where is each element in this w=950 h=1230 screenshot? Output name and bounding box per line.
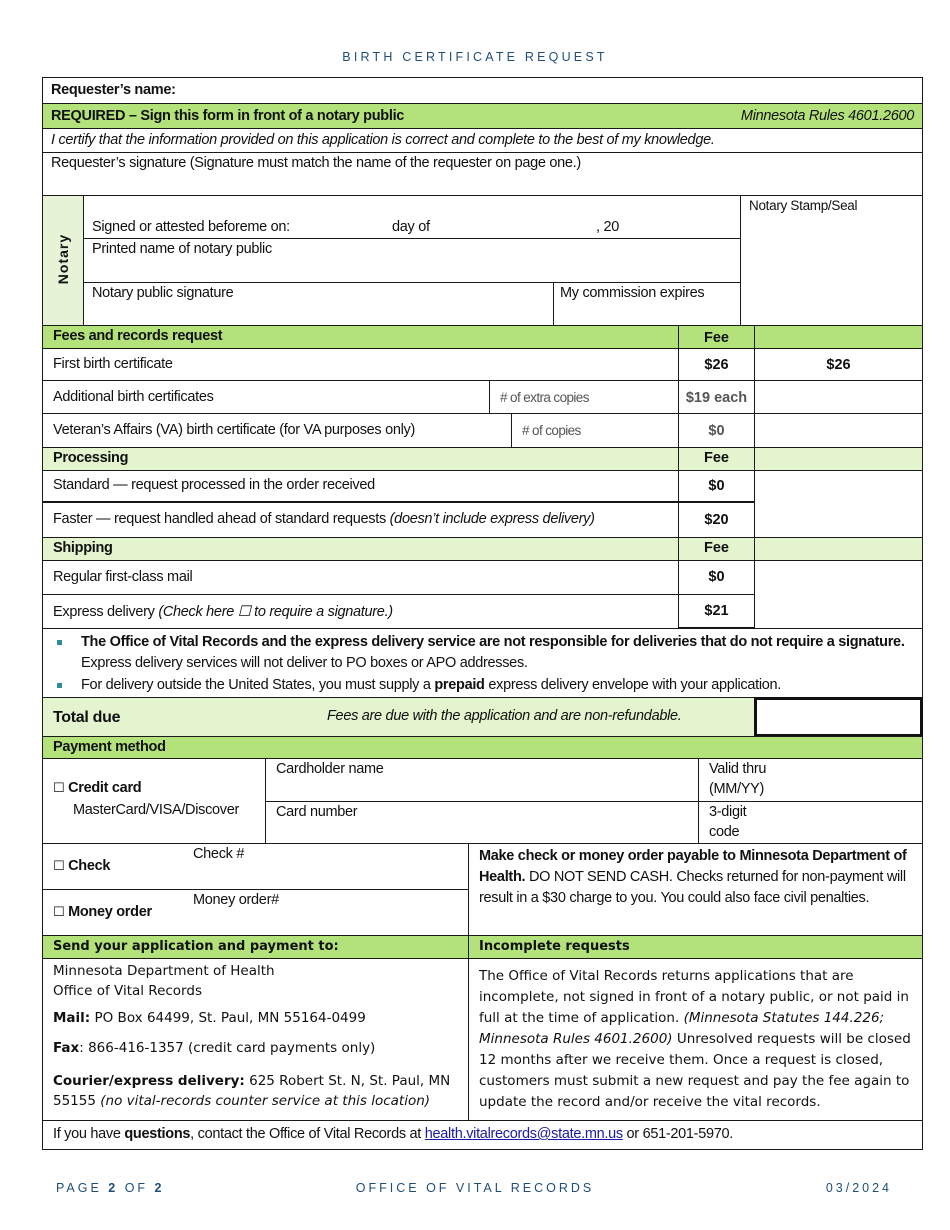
fee-row-label: Veteran’s Affairs (VA) birth certificate (for VA purposes only) <box>53 422 416 438</box>
check-checkbox-label: ☐ Check <box>53 858 111 874</box>
shipping-section-title: Shipping <box>53 540 113 556</box>
notary-signature-label: Notary public signature <box>92 285 234 301</box>
shipping-fee-header-text: Fee <box>704 540 729 556</box>
valid-thru-label: Valid thru <box>709 761 767 777</box>
valid-thru-field[interactable] <box>698 758 923 802</box>
fee-amount: $26 <box>704 357 729 373</box>
notary-side-label: Notary <box>55 233 71 285</box>
send-to-address <box>42 958 469 1121</box>
notary-year-label: , 20 <box>596 219 619 235</box>
processing-section-header <box>42 447 679 471</box>
mail-address: Mail: PO Box 64499, St. Paul, MN 55164-0499 <box>53 1010 366 1026</box>
requester-name-field[interactable] <box>42 77 923 104</box>
send-to-section-title: Send your application and payment to: <box>53 939 339 954</box>
va-copies-label: # of copies <box>522 423 581 438</box>
shipping-notes <box>42 628 923 698</box>
credit-card-brands: MasterCard/VISA/Discover <box>73 802 240 818</box>
extra-copies-label: # of extra copies <box>500 390 589 405</box>
shipping-row-regular[interactable] <box>42 560 679 595</box>
check-number-label: Check # <box>193 846 245 862</box>
notary-signature-field[interactable] <box>83 282 554 326</box>
fee-row-label: Additional birth certificates <box>53 389 214 405</box>
fee-amount: $21 <box>704 603 729 619</box>
fee-row-additional-certificates <box>42 380 490 414</box>
fee-cell <box>678 502 755 538</box>
required-banner-text: REQUIRED – Sign this form in front of a notary public <box>51 108 405 124</box>
certify-row <box>42 128 923 153</box>
fax-number: Fax: 866-416-1357 (credit card payments only) <box>53 1040 376 1056</box>
total-due-row <box>42 697 755 737</box>
money-order-number-label: Money order# <box>193 892 279 908</box>
total-due-note: Fees are due with the application and are non-refundable. <box>327 708 682 724</box>
cardholder-name-label: Cardholder name <box>276 761 384 777</box>
fee-cell <box>678 348 755 381</box>
shipping-fee-header <box>678 537 755 561</box>
fees-total-header <box>754 325 923 349</box>
payable-note <box>468 843 923 936</box>
incomplete-section-header <box>468 935 923 959</box>
fee-amount: $19 each <box>685 390 748 406</box>
shipping-note-1: The Office of Vital Records and the express delivery service are not responsible for deliveries that do not require a signature. Express delivery services will not deliver to PO boxes or APO addresses. <box>81 634 905 671</box>
fees-fee-header-text: Fee <box>704 330 729 346</box>
fee-row-label: First birth certificate <box>53 356 173 372</box>
page-title: BIRTH CERTIFICATE REQUEST <box>342 50 608 64</box>
fee-total-cell[interactable] <box>754 413 923 448</box>
incomplete-requests-text <box>468 958 923 1121</box>
requester-signature-label: Requester’s signature (Signature must match the name of the requester on page one.) <box>51 155 581 171</box>
shipping-row-express[interactable] <box>42 594 679 629</box>
notary-stamp-label: Notary Stamp/Seal <box>749 198 858 213</box>
email-link[interactable]: health.vitalrecords@state.mn.us <box>424 1126 623 1142</box>
money-order-checkbox[interactable]: ☐ <box>53 905 65 920</box>
contact-row <box>42 1120 923 1150</box>
shipping-total-cell[interactable] <box>754 560 923 629</box>
fee-cell <box>678 413 755 448</box>
fee-cell <box>678 594 755 629</box>
money-order-option[interactable] <box>42 889 469 936</box>
fee-amount: $0 <box>708 569 725 585</box>
security-code-label: 3-digit <box>709 804 747 820</box>
notary-printed-name-field[interactable] <box>83 238 741 283</box>
notary-day-of-label: day of <box>392 219 430 235</box>
fee-amount: $0 <box>708 423 725 439</box>
fee-cell <box>678 560 755 595</box>
org-line-2: Office of Vital Records <box>53 983 202 999</box>
shipping-note-2: For delivery outside the United States, you must supply a prepaid express delivery envelope with your application. <box>81 677 782 693</box>
processing-row-faster[interactable] <box>42 502 679 538</box>
shipping-row-label: Express delivery (Check here ☐ to require a signature.) <box>53 604 393 620</box>
shipping-row-label: Regular first-class mail <box>53 569 193 585</box>
fees-section-header <box>42 325 679 349</box>
fee-cell <box>678 380 755 414</box>
requester-name-label: Requester’s name: <box>51 82 176 98</box>
footer-office: OFFICE OF VITAL RECORDS <box>355 1181 595 1195</box>
credit-card-option[interactable] <box>42 758 266 844</box>
money-order-checkbox-label: ☐ Money order <box>53 904 152 920</box>
fee-total-cell[interactable] <box>754 380 923 414</box>
card-number-field[interactable] <box>265 801 699 844</box>
processing-total-cell[interactable] <box>754 470 923 538</box>
payment-section-header <box>42 736 923 759</box>
notary-stamp-area <box>740 195 923 326</box>
security-code-label-2: code <box>709 824 740 840</box>
check-option[interactable] <box>42 843 469 890</box>
shipping-section-header <box>42 537 679 561</box>
processing-row-label: Faster — request handled ahead of standard requests (doesn’t include express delivery) <box>53 511 595 527</box>
bullet-icon <box>57 640 62 645</box>
notary-signed-label: Signed or attested beforeme on: <box>92 219 290 235</box>
fee-amount: $20 <box>704 512 729 528</box>
incomplete-section-title: Incomplete requests <box>479 939 630 954</box>
fees-section-title: Fees and records request <box>53 328 223 344</box>
required-banner <box>42 103 923 129</box>
fee-total-cell[interactable] <box>754 348 923 381</box>
shipping-total-header <box>754 537 923 561</box>
send-to-section-header <box>42 935 469 959</box>
footer-date: 03/2024 <box>825 1181 892 1195</box>
certify-text: I certify that the information provided on this application is correct and complete to the best of my knowledge. <box>51 132 715 148</box>
processing-row-standard[interactable] <box>42 470 679 503</box>
processing-row-label: Standard — request processed in the order received <box>53 477 375 493</box>
va-copies-field[interactable] <box>511 413 679 448</box>
notary-commission-label: My commission expires <box>560 285 705 301</box>
credit-card-checkbox[interactable]: ☐ <box>53 781 65 796</box>
fee-amount: $0 <box>708 478 725 494</box>
security-code-field[interactable] <box>698 801 923 844</box>
requester-signature-field[interactable] <box>42 152 923 196</box>
processing-fee-header <box>678 447 755 471</box>
check-checkbox[interactable]: ☐ <box>53 859 65 874</box>
processing-fee-header-text: Fee <box>704 450 729 466</box>
fee-total-amount: $26 <box>826 357 851 373</box>
notary-signed-date-field[interactable] <box>83 195 741 239</box>
fees-fee-header <box>678 325 755 349</box>
signature-checkbox[interactable]: (Check here ☐ to require a signature.) <box>158 604 393 620</box>
page-number: PAGE 2 OF 2 <box>56 1181 165 1195</box>
processing-section-title: Processing <box>53 450 129 466</box>
org-line-1: Minnesota Department of Health <box>53 963 275 979</box>
payable-note-text: Make check or money order payable to Minnesota Department of Health. DO NOT SEND CASH. Checks returned for non-payment will result in a $30 charge to you. You could also face civil penalties. <box>479 848 907 906</box>
card-number-label: Card number <box>276 804 358 820</box>
notary-side-label-cell <box>42 195 84 326</box>
total-due-input[interactable] <box>754 697 923 737</box>
processing-total-header <box>754 447 923 471</box>
valid-thru-format: (MM/YY) <box>709 781 765 797</box>
bullet-icon <box>57 683 62 688</box>
fee-cell <box>678 470 755 503</box>
notary-commission-field[interactable] <box>553 282 741 326</box>
extra-copies-field[interactable] <box>489 380 679 414</box>
incomplete-paragraph: The Office of Vital Records returns applications that are incomplete, not signed in front of a notary public, or not paid in full at the time of application. (Minnesota Statutes 144.226; Minnesota Rules 4601.2600) Unresolved requests will be closed 12 months after we receive them. Once a request is closed, customers must submit a new request and pay the fee again to update the record and/or receive the vital records. <box>479 968 911 1110</box>
contact-text: If you have questions, contact the Office of Vital Records at health.vitalrecords@state.mn.us or 651-201-5970. <box>53 1126 733 1142</box>
required-rule: Minnesota Rules 4601.2600 <box>740 108 914 124</box>
fee-row-va-certificate <box>42 413 512 448</box>
notary-printed-name-label: Printed name of notary public <box>92 241 272 257</box>
fee-row-first-certificate <box>42 348 679 381</box>
payment-section-title: Payment method <box>53 739 166 755</box>
credit-card-checkbox-label: ☐ Credit card <box>53 780 142 796</box>
cardholder-name-field[interactable] <box>265 758 699 802</box>
courier-address: Courier/express delivery: 625 Robert St. N, St. Paul, MN 55155 (no vital-records counter service at this location) <box>53 1073 451 1109</box>
total-due-label: Total due <box>53 709 121 726</box>
